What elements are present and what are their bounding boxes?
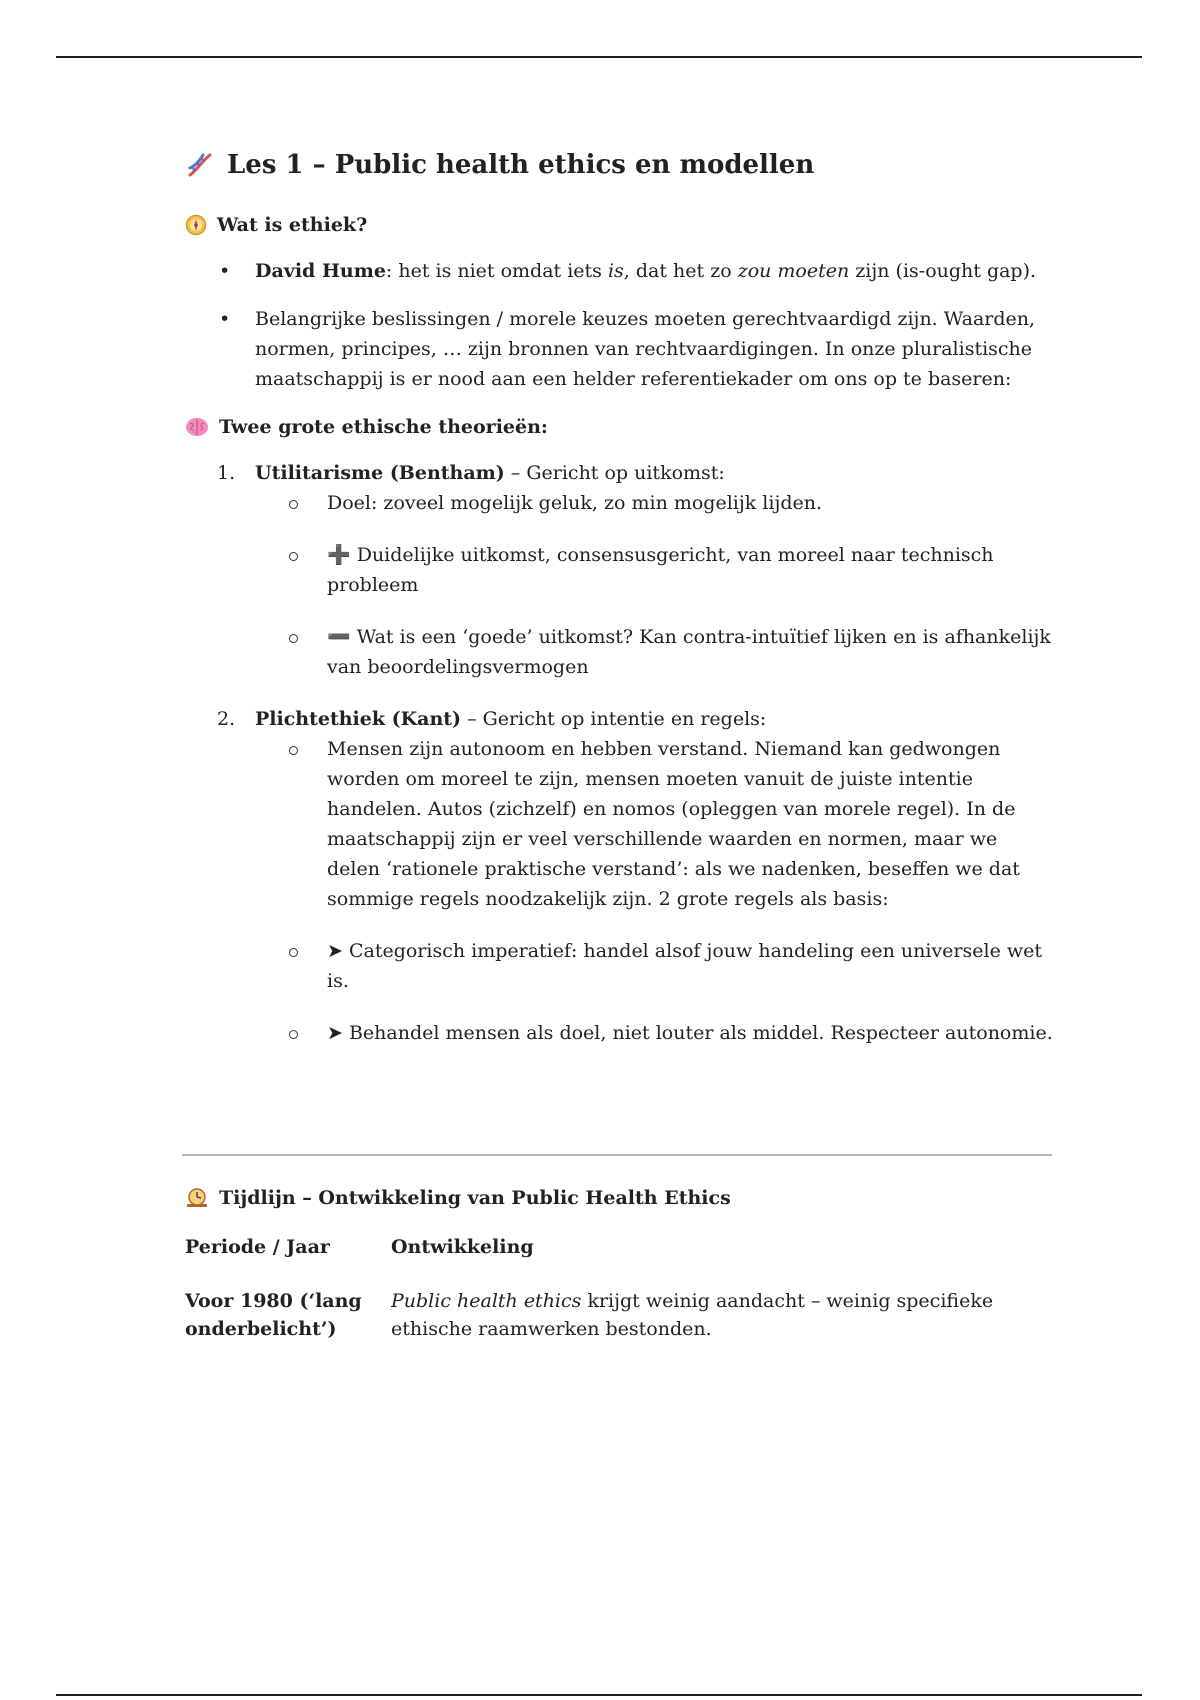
circle-bullet xyxy=(289,500,298,509)
hume-text-1: : het is niet omdat iets xyxy=(385,260,608,282)
ethics-bullet-list xyxy=(185,256,1055,394)
clock-icon xyxy=(185,1187,209,1209)
sub-text: Mensen zijn autonoom en hebben verstand. Niemand kan gedwongen worden om moreel te zijn, mensen moeten vanuit de juiste intentie handelen. Autos (zichzelf) en nomos (opleggen van morele regel). In de maatschappij zijn er veel verschillende waarden en normen, maar we delen ‘rationele praktische verstand’: als we nadenken, beseffen we dat sommige regels noodzakelijk zijn. 2 grote regels als basis: xyxy=(327,738,1020,910)
page-header-rule xyxy=(56,56,1142,58)
list-item xyxy=(185,256,1055,286)
list-item xyxy=(185,734,1055,914)
bullet-marker: • xyxy=(219,260,231,282)
hume-italic-1: is xyxy=(607,260,624,282)
list-item xyxy=(185,622,1055,682)
sub-text: Duidelijke uitkomst, consensusgericht, van moreel naar technisch probleem xyxy=(327,544,994,596)
arrow-icon: ➤ xyxy=(327,940,343,962)
section-heading-ethics xyxy=(185,210,1055,240)
theory-name: Plichtethiek (Kant) xyxy=(255,708,462,730)
bullet-marker: • xyxy=(219,308,231,330)
section-heading-timeline xyxy=(185,1183,1055,1213)
list-item xyxy=(185,304,1055,394)
list-item xyxy=(185,1018,1055,1048)
compass-icon xyxy=(185,214,207,236)
sub-text: Wat is een ‘goede’ uitkomst? Kan contra-intuïtief lijken en is afhankelijk van beoordelingsvermogen xyxy=(327,626,1051,678)
table-row xyxy=(185,1287,1055,1343)
minus-icon: ➖ xyxy=(327,626,351,648)
section-heading-ethics-text: Wat is ethiek? xyxy=(217,214,368,236)
theory-item-plichtethiek xyxy=(185,704,1055,1048)
page-title-text: Les 1 – Public health ethics en modellen xyxy=(227,150,815,180)
section-heading-timeline-text: Tijdlijn – Ontwikkeling van Public Health Ethics xyxy=(219,1187,731,1209)
theory-desc: – Gericht op intentie en regels: xyxy=(461,708,767,730)
table-header-row xyxy=(185,1233,1055,1287)
circle-bullet xyxy=(289,634,298,643)
timeline-table xyxy=(185,1233,1055,1343)
circle-bullet xyxy=(289,948,298,957)
brain-icon xyxy=(185,416,209,438)
sub-text: Categorisch imperatief: handel alsof jouw handeling een universele wet is. xyxy=(327,940,1043,992)
page-content xyxy=(185,140,1055,1070)
list-item xyxy=(185,936,1055,996)
sub-text: Doel: zoveel mogelijk geluk, zo min mogelijk lijden. xyxy=(327,492,823,514)
theories-list xyxy=(185,458,1055,1048)
dna-icon xyxy=(185,150,215,180)
theory-desc: – Gericht op uitkomst: xyxy=(504,462,725,484)
development-text: krijgt weinig aandacht – weinig specifieke ethische raamwerken bestonden. xyxy=(391,1290,994,1340)
justification-text: Belangrijke beslissingen / morele keuzes moeten gerechtvaardigd zijn. Waarden, normen, principes, … zijn bronnen van rechtvaardigingen. In onze pluralistische maatschappij is er nood aan een helder referentiekader om ons op te baseren: xyxy=(255,308,1036,390)
table-cell-period: Voor 1980 (‘lang onderbelicht’) xyxy=(185,1290,362,1340)
utilitarisme-sublist xyxy=(255,488,1055,682)
theory-item-utilitarisme xyxy=(185,458,1055,682)
hume-text-2: , dat het zo xyxy=(623,260,738,282)
circle-bullet xyxy=(289,746,298,755)
list-item xyxy=(185,488,1055,518)
hume-text-3: zijn (is-ought gap). xyxy=(849,260,1037,282)
section-heading-theories-text: Twee grote ethische theorieën: xyxy=(219,416,548,438)
column-header-period: Periode / Jaar xyxy=(185,1236,330,1258)
section-heading-theories xyxy=(185,412,1055,442)
list-number: 2. xyxy=(217,708,236,730)
list-number: 1. xyxy=(217,462,236,484)
list-item xyxy=(185,540,1055,600)
table-cell-development xyxy=(391,1287,1055,1343)
plichtethiek-sublist xyxy=(255,734,1055,1048)
circle-bullet xyxy=(289,552,298,561)
page-title xyxy=(185,140,1055,190)
sub-text: Behandel mensen als doel, niet louter als middel. Respecteer autonomie. xyxy=(342,1022,1053,1044)
page-footer-rule xyxy=(56,1694,1142,1696)
timeline-section xyxy=(185,1183,1055,1343)
section-divider xyxy=(182,1154,1052,1156)
hume-name: David Hume xyxy=(255,260,386,282)
plus-icon: ➕ xyxy=(327,544,351,566)
circle-bullet xyxy=(289,1030,298,1039)
theory-name: Utilitarisme (Bentham) xyxy=(255,462,505,484)
hume-italic-2: zou moeten xyxy=(737,260,850,282)
arrow-icon: ➤ xyxy=(327,1022,343,1044)
development-italic: Public health ethics xyxy=(391,1290,582,1312)
column-header-development: Ontwikkeling xyxy=(391,1236,534,1258)
